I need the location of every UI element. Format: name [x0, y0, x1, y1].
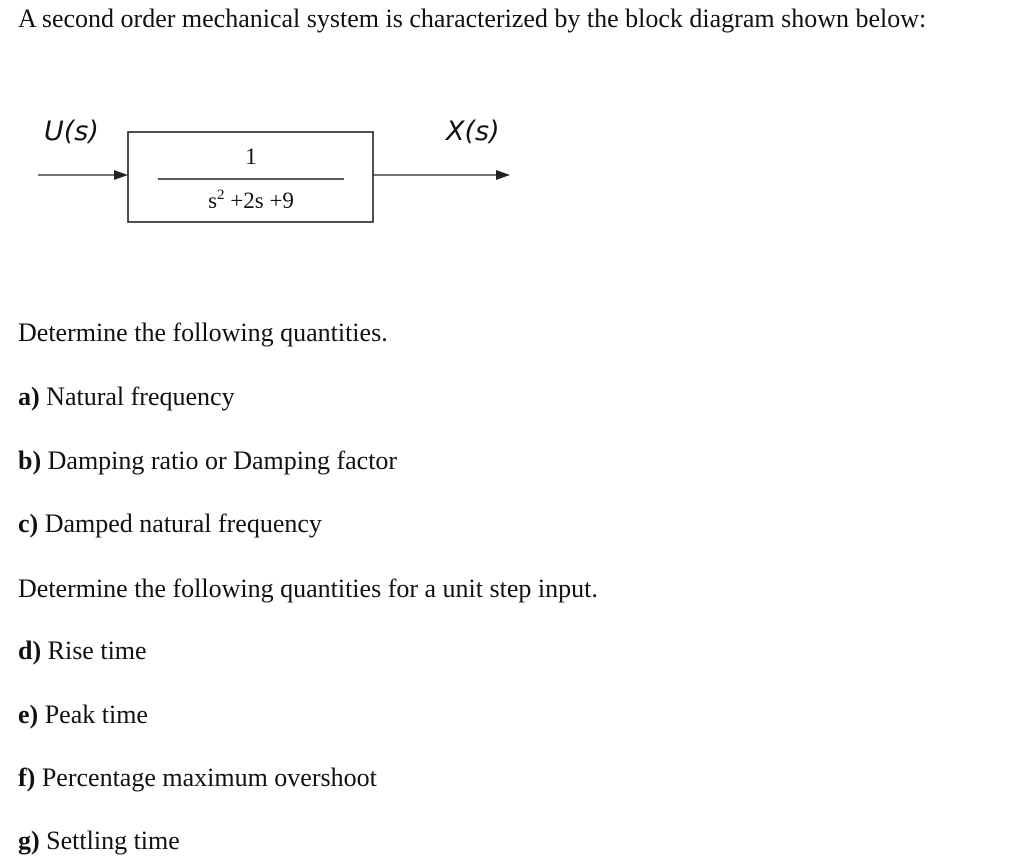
- input-arrowhead: [114, 170, 128, 180]
- item-text: Peak time: [38, 700, 148, 729]
- question-item-d: [18, 636, 147, 666]
- item-letter: e): [18, 700, 39, 729]
- item-letter: g): [18, 826, 40, 855]
- item-letter: f): [18, 763, 36, 792]
- item-text: Rise time: [41, 636, 147, 665]
- item-text: Damped natural frequency: [38, 509, 322, 538]
- item-text: Percentage maximum overshoot: [35, 763, 377, 792]
- output-signal-label: X(s): [446, 116, 500, 147]
- section1-prompt: Determine the following quantities.: [18, 318, 388, 347]
- item-letter: a): [18, 382, 40, 411]
- problem-intro: A second order mechanical system is characterized by the block diagram shown below:: [18, 4, 927, 33]
- question-item-c: [18, 509, 322, 539]
- question-item-b: [18, 446, 397, 476]
- item-letter: d): [18, 636, 42, 665]
- question-item-f: [18, 763, 377, 793]
- question-item-e: [18, 700, 148, 730]
- question-item-a: [18, 382, 235, 412]
- transfer-function-numerator: 1: [245, 144, 257, 169]
- question-item-g: [18, 826, 180, 856]
- block-diagram: [0, 100, 560, 240]
- output-arrowhead: [496, 170, 510, 180]
- section2-prompt: Determine the following quantities for a unit step input.: [18, 574, 598, 603]
- item-text: Settling time: [39, 826, 180, 855]
- item-text: Damping ratio or Damping factor: [41, 446, 398, 475]
- denominator-base: s: [208, 188, 218, 213]
- item-letter: b): [18, 446, 42, 475]
- input-signal-label: U(s): [44, 116, 99, 147]
- item-letter: c): [18, 509, 39, 538]
- denominator-rest: +2s +9: [224, 188, 294, 213]
- item-text: Natural frequency: [39, 382, 235, 411]
- denominator-power: 2: [217, 187, 225, 203]
- transfer-function-denominator: [158, 188, 344, 214]
